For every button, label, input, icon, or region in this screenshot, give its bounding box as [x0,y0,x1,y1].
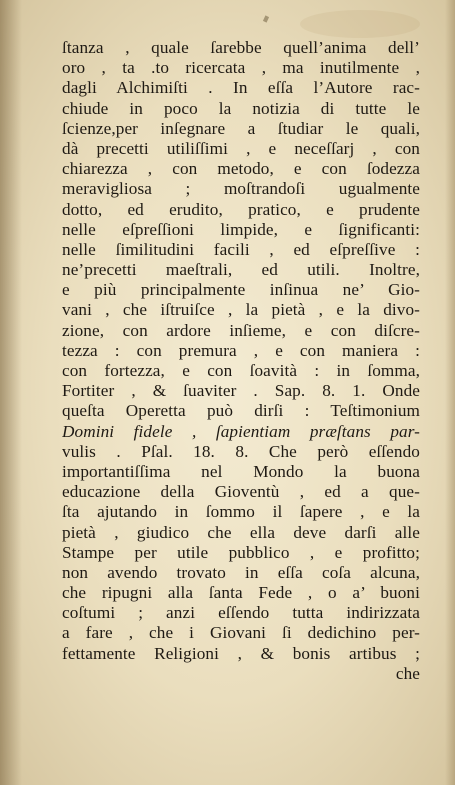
page-edge [445,0,455,785]
text-line: ne’precetti maeſtrali, ed utili. Inoltre, [62,260,420,280]
text-line: pietà , giudico che ella deve darſi alle [62,522,420,542]
text-line: queſta Operetta può dirſi : Teſtimonium [62,401,420,421]
text-line: non avendo trovato in eſſa coſa alcuna, [62,562,420,582]
spine-shadow [0,0,22,785]
text-line: dagli Alchimiſti . In eſſa l’Autore rac- [62,78,420,98]
text-line: ſcienze,per inſegnare a ſtudiar le quali, [62,118,420,138]
text-line: a fare , che i Giovani ſi dedichino per- [62,623,420,643]
text-line: che ripugni alla ſanta Fede , o a’ buoni [62,583,420,603]
text-line: meravigliosa ; moſtrandoſi ugualmente [62,179,420,199]
text-line: ſtanza , quale ſarebbe quell’anima dell’ [62,38,420,57]
paper-stain [300,10,420,38]
text-line: oro , ta .to ricercata , ma inutilmente , [62,58,420,78]
text-line: vulis . Pſal. 18. 8. Che però eſſendo [62,441,420,461]
text-line: Stampe per utile pubblico , e profitto; [62,542,420,562]
text-line: educazione della Gioventù , ed a que- [62,482,420,502]
text-line: dotto, ed erudito, pratico, e prudente [62,199,420,219]
text-line: chiarezza , con metodo, e con ſodezza [62,159,420,179]
text-line-latin: Domini fidele , ſapientiam præſtans par- [62,421,420,441]
text-line: dà precetti utiliſſimi , e neceſſarj , con [62,138,420,158]
text-line: nelle eſpreſſioni limpide, e ſignificanti: [62,219,420,239]
text-line: tezza : con premura , e con maniera : [62,340,420,360]
text-line: nelle ſimilitudini facili , ed eſpreſſive : [62,239,420,259]
ink-mark [263,15,269,22]
catchword: che [395,663,420,683]
text-line: zione, con ardore inſieme, e con diſcre- [62,320,420,340]
text-line: importantiſſima nel Mondo la buona [62,461,420,481]
text-line: chiude in poco la notizia di tutte le [62,98,420,118]
text-line: vani , che iſtruiſce , la pietà , e la divo- [62,300,420,320]
text-line: fettamente Religioni , & bonis artibus ; [62,643,420,663]
text-line: e più principalmente inſinua ne’ Gio- [62,280,420,300]
body-text [62,38,420,684]
text-line-latin: Fortiter , & ſuaviter . Sap. 8. 1. Onde [62,381,420,401]
text-line: ſta ajutando in ſommo il ſapere , e la [62,502,420,522]
text-line: con fortezza, e con ſoavità : in ſomma, [62,361,420,380]
text-line: coſtumi ; anzi eſſendo tutta indirizzata [62,603,420,623]
